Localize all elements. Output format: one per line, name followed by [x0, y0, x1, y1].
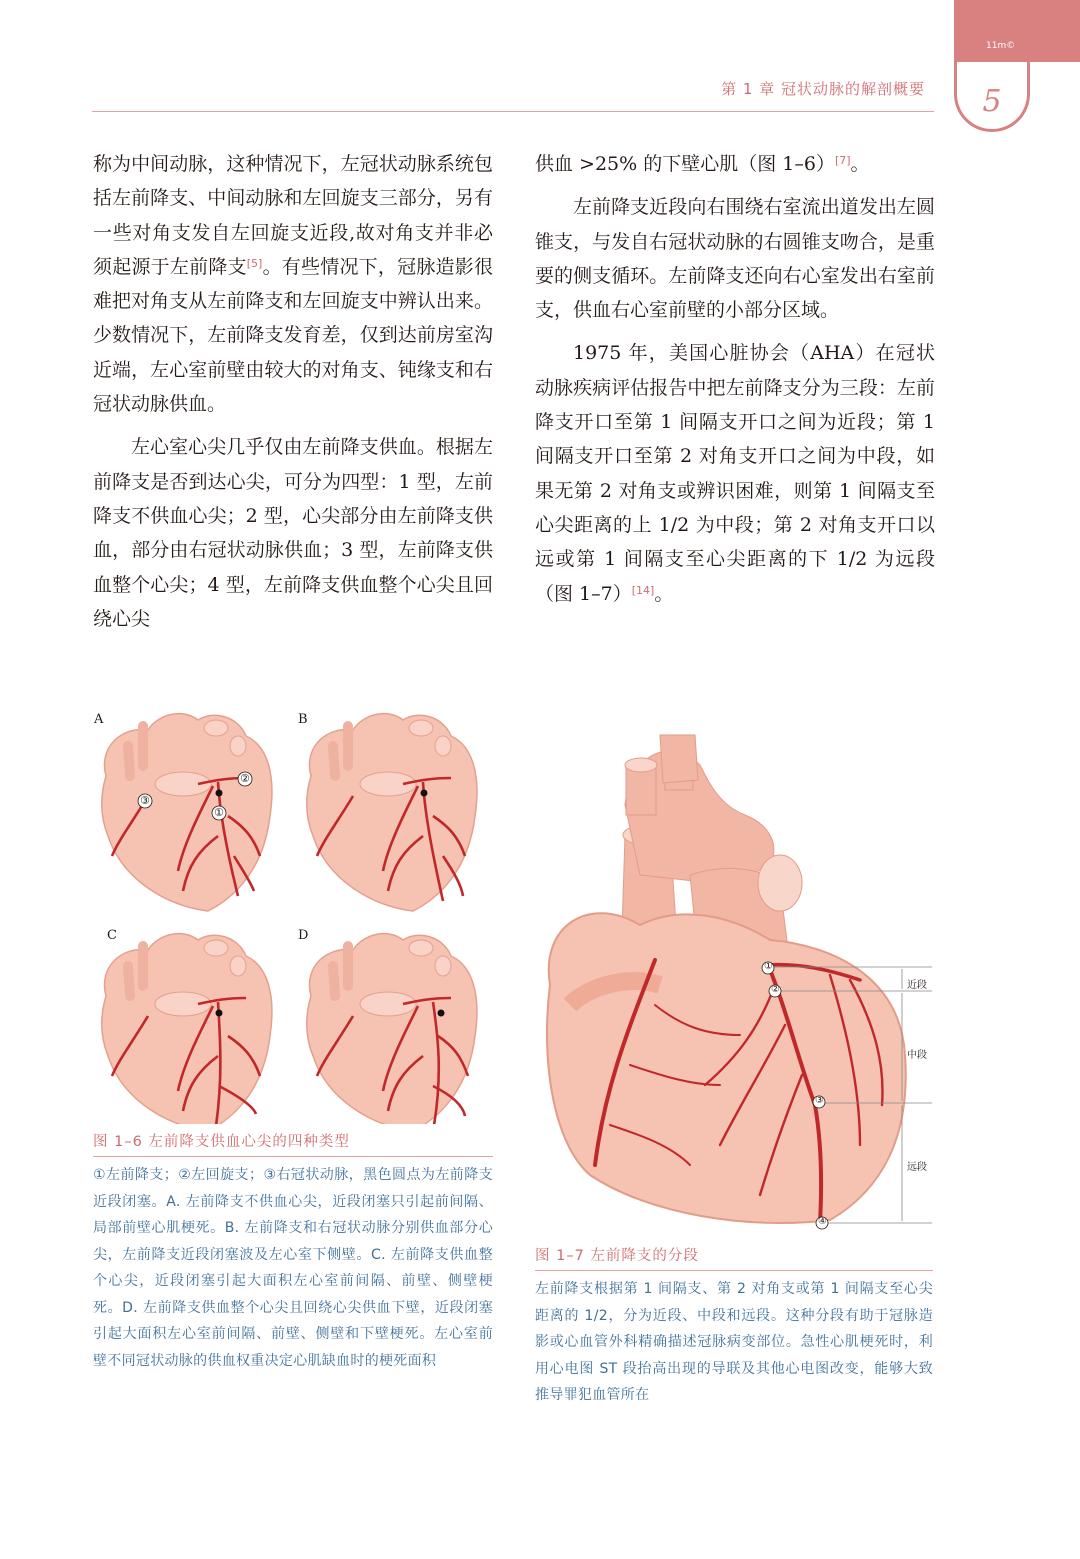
text: 供血 >25% 的下壁心肌（图 1–6） [535, 153, 835, 175]
marker-3: ③ [140, 794, 150, 807]
figure-1-7-rule [535, 1270, 933, 1271]
figure-1-6-title: 图 1–6 左前降支供血心尖的四种类型 [93, 1134, 350, 1150]
text: 。 [850, 153, 870, 175]
marker-2: ② [240, 772, 250, 785]
right-paragraph-1 [535, 147, 935, 181]
marker-4: ④ [818, 1216, 827, 1227]
right-paragraph-3 [535, 336, 935, 610]
left-paragraph-2: 左心室心尖几乎仅由左前降支供血。根据左前降支是否到达心尖，可分为四型：1 型，左前降支不供血心尖；2 型，心尖部分由左前降支供血，部分由右冠状动脉供血；3 型，左前降支供血整个心尖；4 型，左前降支供血整个心尖且回绕心尖 [93, 436, 493, 630]
corner-code: 11m© [986, 41, 1016, 51]
text: 。有些情况下，冠脉造影很难把对角支从左前降支和左回旋支中辨认出来。少数情况下，左前降支发育差，仅到达前房室沟近端，左心室前壁由较大的对角支、钝缘支和右冠状动脉供血。 [93, 255, 493, 416]
chapter-title: 第 1 章 冠状动脉的解剖概要 [721, 80, 925, 98]
corner-tab [954, 0, 1080, 62]
panel-label-c: C [107, 928, 117, 943]
marker-3: ③ [815, 1095, 824, 1106]
panel-label-b: B [298, 712, 308, 727]
segment-label-proximal: 近段 [907, 980, 927, 991]
marker-1: ① [764, 961, 773, 972]
reference: [14] [631, 583, 655, 597]
right-column [535, 147, 935, 611]
heart-panel-a [102, 714, 272, 911]
figure-1-7-caption: 左前降支根据第 1 间隔支、第 2 对角支或第 1 间隔支至心尖距离的 1/2，分为近段、中段和远段。这种分段有助于冠脉造影或心血管外科精确描述冠脉病变部位。急性心肌梗死时，利用心电图 ST 段抬高出现的导联及其他心电图改变，能够大致推导罪犯血管所在 [535, 1281, 933, 1403]
text: 1975 年，美国心脏协会（AHA）在冠状动脉疾病评估报告中把左前降支分为三段：左前降支开口至第 1 间隔支开口之间为近段；第 1 间隔支开口至第 2 对角支开口之间为中段，如果无第 2 对角支或辨识困难，则第 1 间隔支至心尖距离的上 1/2 为中段；第 2 对角支开口以远或第 1 间隔支至心尖距离的下 1/2 为远段（图 1–7） [535, 342, 935, 605]
header-rule [92, 111, 934, 112]
figure-1-6-caption: ①左前降支；②左回旋支；③右冠状动脉，黑色圆点为左前降支近段闭塞。A. 左前降支不供血心尖，近段闭塞只引起前间隔、局部前壁心肌梗死。B. 左前降支和右冠状动脉分别供血部分心尖，左前降支近段闭塞波及左心室下侧壁。C. 左前降支供血整个心尖，近段闭塞引起大面积左心室前间隔、前壁、侧壁梗死。D. 左前降支供血整个心尖且回绕心尖供血下壁，近段闭塞引起大面积左心室前间隔、前壁、侧壁和下壁梗死。左心室前壁不同冠状动脉的供血权重决定心肌缺血时的梗死面积 [93, 1167, 493, 1369]
panel-label-d: D [298, 928, 309, 943]
reference: [5] [246, 256, 263, 270]
panel-label-a: A [94, 712, 104, 727]
left-column [93, 147, 493, 636]
left-paragraph-1 [93, 147, 493, 421]
segment-label-middle: 中段 [907, 1050, 927, 1061]
right-paragraph-2: 左前降支近段向右围绕右室流出道发出左圆锥支，与发自右冠状动脉的右圆锥支吻合，是重要的侧支循环。左前降支还向右心室发出右室前支，供血右心室前壁的小部分区域。 [535, 196, 935, 322]
marker-1: ① [214, 806, 224, 819]
reference: [7] [834, 154, 851, 167]
figure-1-7-title: 图 1–7 左前降支的分段 [535, 1248, 699, 1264]
heart-panel-c [102, 934, 272, 1124]
marker-2: ② [771, 984, 780, 995]
heart-panel-b [307, 714, 477, 911]
page-number: 5 [982, 84, 1002, 119]
figure-1-6-rule [93, 1156, 493, 1157]
heart-panel-d [307, 934, 477, 1124]
text: 称为中间动脉，这种情况下，左冠状动脉系统包括左前降支、中间动脉和左回旋支三部分，另有一些对角支发自左回旋支近段,故对角支并非必须起源于左前降支 [93, 153, 493, 278]
figure-1-6-illustration [88, 704, 488, 1124]
figure-1-7-illustration [530, 725, 940, 1235]
text: 。 [654, 582, 674, 605]
segment-label-distal: 远段 [907, 1162, 927, 1173]
